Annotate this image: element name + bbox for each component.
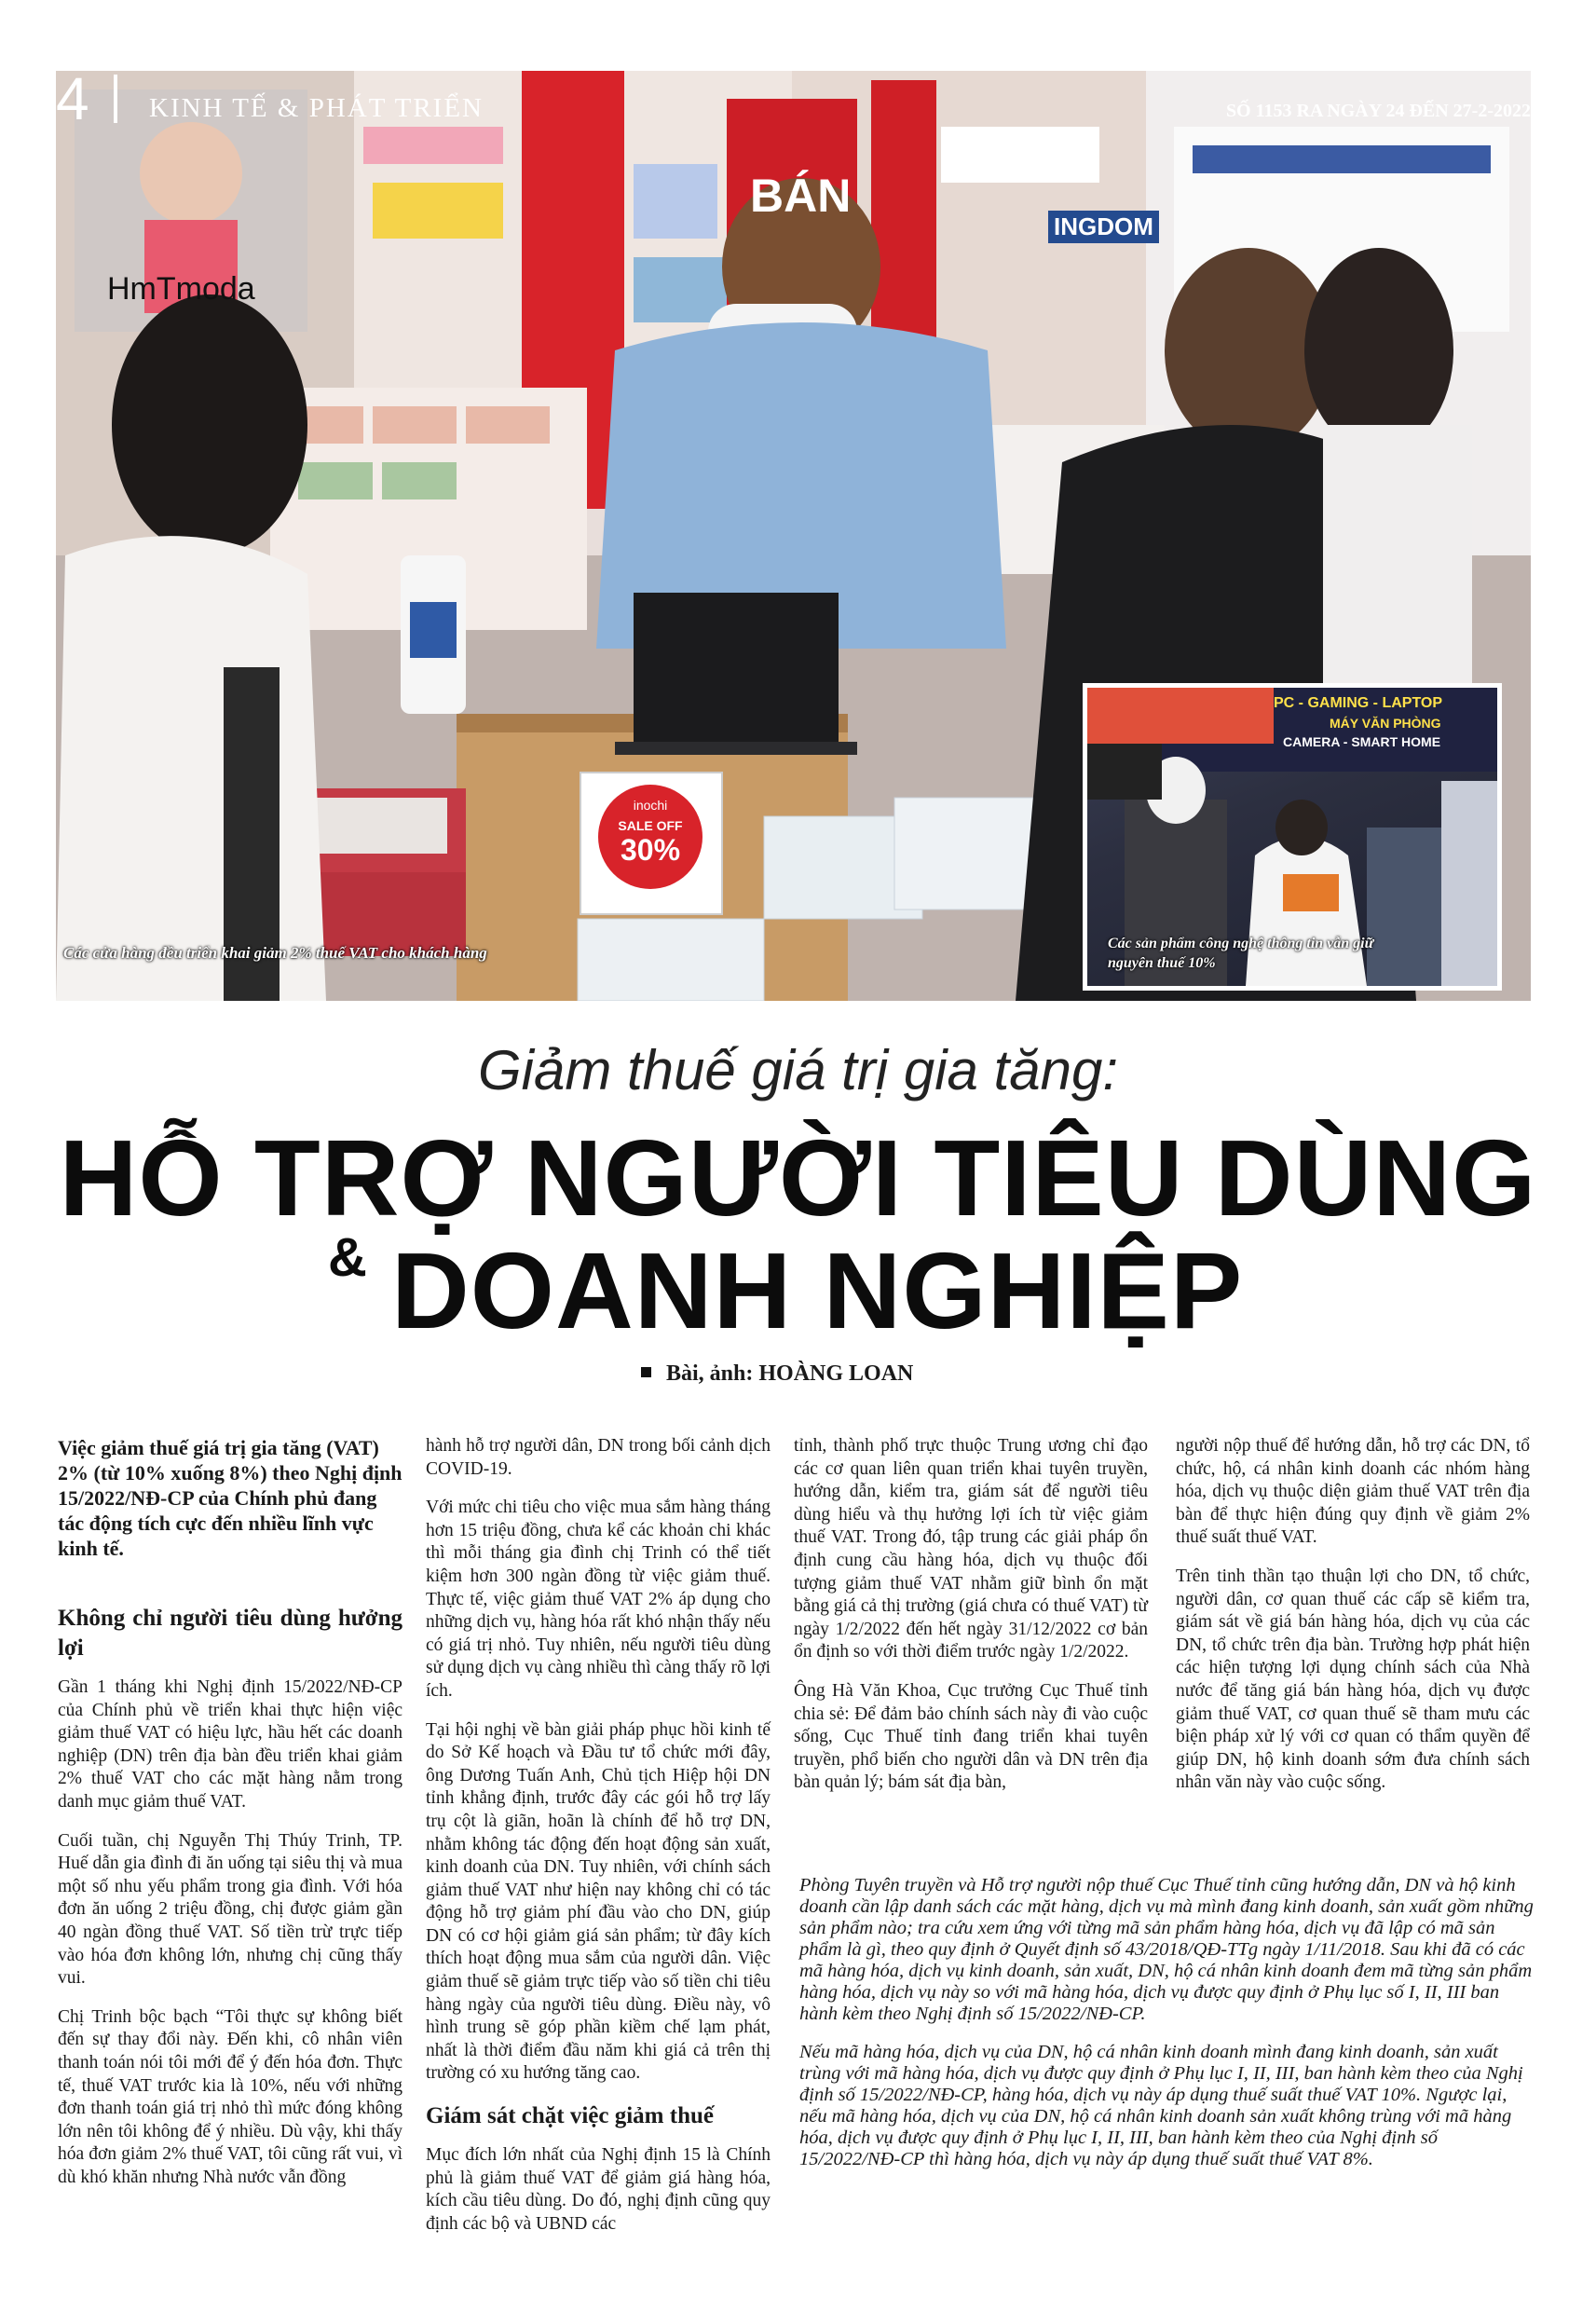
paragraph: Chị Trinh bộc bạch “Tôi thực sự không biết đến sự thay đổi này. Đến khi, cô nhân viên thanh toán nói tôi mới để ý đến hóa đơn. Thực tế, thuế VAT trước kia là 10%, nếu với những đơn thanh toán giá trị nhỏ thì mức đóng không lớn nên tôi không để ý nhiều. Dù vậy, khi thấy hóa đơn giảm 2% thuế VAT, tôi cũng rất vui, vì dù khó khăn nhưng Nhà nước vẫn đồng (58, 2006, 402, 2187)
italic-boxout (799, 1875, 1534, 2187)
column-1 (58, 1435, 402, 2205)
sign-ban: BÁN (750, 170, 852, 222)
header-divider (114, 75, 117, 123)
lead-paragraph: Việc giảm thuế giá trị gia tăng (VAT) 2% (từ 10% xuống 8%) theo Nghị định 15/2022/NĐ-CP của Chính phủ đang tác động tích cực đến nhiều lĩnh vực kinh tế. (58, 1436, 402, 1560)
paragraph: Cuối tuần, chị Nguyễn Thị Thúy Trinh, TP. Huế dẫn gia đình đi ăn uống tại siêu thị và mua một số nhu yếu phẩm trong gia đình. Với hóa đơn ăn uống 2 triệu đồng, chị được giảm gần 40 ngàn đồng thuế VAT. Số tiền trừ trực tiếp vào hóa đơn không lớn, nhưng chị cũng thấy vui. (58, 1830, 402, 1989)
sale-text: SALE OFF (618, 818, 683, 833)
headline-line-2: DOANH NGHIỆP (391, 1230, 1244, 1351)
paragraph: Với mức chi tiêu cho việc mua sắm hàng tháng hơn 15 triệu đồng, chưa kể các khoản chi khác thì mỗi tháng gia đình chị Trinh có thể tiết kiệm hơn 300 ngàn đồng từ việc giảm thuế. Thực tế, việc giảm thuế VAT 2% áp dụng cho những dịch vụ, hàng hóa rất khó nhận thấy nếu có giá trị nhỏ. Tuy nhiên, nếu người tiêu dùng sử dụng dịch vụ càng nhiều thì càng thấy rõ lợi ích. (426, 1498, 771, 1701)
paragraph: hành hỗ trợ người dân, DN trong bối cảnh dịch COVID-19. (426, 1436, 771, 1479)
paragraph: Trên tinh thần tạo thuận lợi cho DN, tổ chức, người dân, cơ quan thuế các cấp sẽ kiểm tra, giám sát về giá bán hàng hóa, dịch vụ của các DN, tổ chức trên địa bàn. Trường hợp phát hiện các hiện tượng lợi dụng chính sách của Nhà nước để tăng giá bán hàng hóa, dịch vụ được giảm thuế VAT, cơ quan thuế sẽ tham mưu các biện pháp xử lý với cơ quan có thẩm quyền để giúp DN, hộ kinh doanh sớm đưa chính sách nhân văn này vào cuộc sống. (1176, 1566, 1530, 1793)
column-3 (794, 1435, 1148, 1811)
paragraph: Mục đích lớn nhất của Nghị định 15 là Chính phủ là giảm thuế VAT để giảm giá hàng hóa, kích cầu tiêu dùng. Do đó, nghị định cũng quy định các bộ và UBND các (426, 2145, 771, 2234)
subheading-2: Giám sát chặt việc giảm thuế (426, 2103, 714, 2129)
sign-kingdom: INGDOM (1048, 211, 1159, 243)
paragraph: Ông Hà Văn Khoa, Cục trưởng Cục Thuế tỉnh chia sẻ: Để đảm bảo chính sách này đi vào cuộc sống, Cục Thuế tỉnh đang triển khai tuyên truyền, phổ biến cho người dân và DN trên địa bàn quản lý; bám sát địa bàn, (794, 1680, 1148, 1793)
paragraph: tỉnh, thành phố trực thuộc Trung ương chỉ đạo các cơ quan liên quan triển khai tuyên truyền, hướng dẫn, kiểm tra, giám sát để người tiêu dùng hiểu và thụ hưởng lợi ích từ việc giảm thuế VAT. Trong đó, tập trung các giải pháp ổn định cung cầu hàng hóa, dịch vụ thuộc đối tượng giảm thuế VAT nhằm giữ bình ổn mặt bằng giá cả thị trường (giá chưa có thuế VAT) từ ngày 1/2/2022 đến hết ngày 31/12/2022 cơ bản ổn định so với thời điểm trước ngày 1/2/2022. (794, 1436, 1148, 1662)
boxout-paragraph: Phòng Tuyên truyền và Hỗ trợ người nộp thuế Cục Thuế tỉnh cũng hướng dẫn, DN và hộ kinh doanh cần lập danh sách các mặt hàng, dịch vụ mà mình đang kinh doanh, sản xuất gồm những sản phẩm nào; tra cứu xem ứng với từng mã sản phẩm hàng hóa, dịch vụ đã lập có mã sản phẩm là gì, theo quy định ở Quyết định số 43/2018/QĐ-TTg ngày 1/11/2018. Sau khi đã có các mã hàng hóa, dịch vụ kinh doanh, sản xuất, DN, hộ cá nhân kinh doanh đem mã từng sản phẩm hàng hóa, dịch vụ này so với mã hàng hóa, dịch vụ được quy định ở Phụ lục số I, II, III ban hành kèm theo Nghị định số 15/2022/NĐ-CP. (799, 1875, 1534, 2024)
bullet-square (641, 1367, 651, 1377)
inset-sign-2: MÁY VĂN PHÒNG (1330, 716, 1441, 731)
paragraph: Tại hội nghị về bàn giải pháp phục hồi kinh tế do Sở Kế hoạch và Đầu tư tổ chức mới đây, ông Dương Tuấn Anh, Chủ tịch Hiệp hội DN tỉnh khẳng định, trước đây các gói hỗ trợ lấy trụ cột là giãn, hoãn là chính để hỗ trợ DN, nhằm không tác động đến hoạt động sản xuất, kinh doanh của DN. Tuy nhiên, với chính sách giảm thuế VAT như hiện nay không chỉ có tác động hỗ trợ giảm phí đầu vào cho DN, giúp DN có cơ hội giảm giá sản phẩm; từ đây kích thích hoạt động mua sắm của người dân. Việc giảm thuế sẽ giảm trực tiếp vào số tiền chi tiêu hàng ngày của người tiêu dùng. Điều này, vô hình trung sẽ góp phần kiềm chế lạm phát, nhất là thời điểm đầu năm khi giá cả trên thị trường có xu hướng tăng cao. (426, 1719, 771, 2084)
byline (641, 1361, 913, 1387)
subheading-1: Không chỉ người tiêu dùng hưởng lợi (58, 1606, 402, 1661)
paragraph: người nộp thuế để hướng dẫn, hỗ trợ các DN, tổ chức, hộ, cá nhân kinh doanh các nhóm hàng hóa, dịch vụ thuộc diện giảm thuế VAT trên địa bàn để thực hiện đúng quy định về giảm 2% thuế suất thuế VAT. (1176, 1436, 1530, 1548)
paragraph: Gần 1 tháng khi Nghị định 15/2022/NĐ-CP của Chính phủ về triển khai thực hiện việc giảm thuế VAT có hiệu lực, hầu hết các doanh nghiệp (DN) trên địa bàn đều triển khai giảm 2% thuế VAT cho các mặt hàng nằm trong danh mục giảm thuế VAT. (58, 1677, 402, 1812)
sign-hmtmoda: HmTmoda (107, 271, 255, 307)
sale-sign (580, 772, 723, 915)
inset-sign-1: PC - GAMING - LAPTOP (1274, 695, 1443, 711)
caption-inset: Các sản phẩm công nghệ thông tin vẫn giữ nguyên thuế 10% (1108, 936, 1374, 971)
byline-text: Bài, ảnh: HOÀNG LOAN (666, 1361, 914, 1386)
headline-line-1: HỖ TRỢ NGƯỜI TIÊU DÙNG (59, 1117, 1537, 1238)
page-number: 4 (56, 65, 89, 132)
issue-date: SỐ 1153 RA NGÀY 24 ĐẾN 27-2-2022 (1225, 101, 1531, 121)
column-2 (426, 1435, 771, 2251)
section-title: KINH TẾ & PHÁT TRIỂN (149, 93, 484, 123)
headline-ampersand: & (328, 1227, 367, 1288)
headline-kicker: Giảm thuế giá trị gia tăng: (477, 1039, 1119, 1101)
boxout-paragraph: Nếu mã hàng hóa, dịch vụ của DN, hộ cá nhân kinh doanh mình đang kinh doanh, sản xuất trùng với mã hàng hóa, dịch vụ được quy định ở Phụ lục I, II, III, ban hành kèm theo của Nghị định số 15/2022/NĐ-CP, hàng hóa, dịch vụ này áp dụng thuế suất thuế VAT 10%. Ngược lại, nếu mã hàng hóa, dịch vụ của DN, hộ cá nhân kinh doanh sản xuất không trùng với mã hàng hóa, dịch vụ được quy định ở Phụ lục I, II, III, ban hành kèm theo của Nghị định số 15/2022/NĐ-CP thì hàng hóa, dịch vụ này áp dụng thuế suất thuế VAT 8%. (799, 2042, 1523, 2169)
sale-percent: 30% (620, 833, 681, 867)
sale-brand: inochi (633, 798, 668, 813)
column-4 (1176, 1435, 1530, 1811)
inset-sign-3: CAMERA - SMART HOME (1283, 734, 1441, 749)
inset-photo (1083, 683, 1502, 991)
caption-main: Các cửa hàng đều triển khai giảm 2% thuế VAT cho khách hàng (63, 944, 487, 962)
